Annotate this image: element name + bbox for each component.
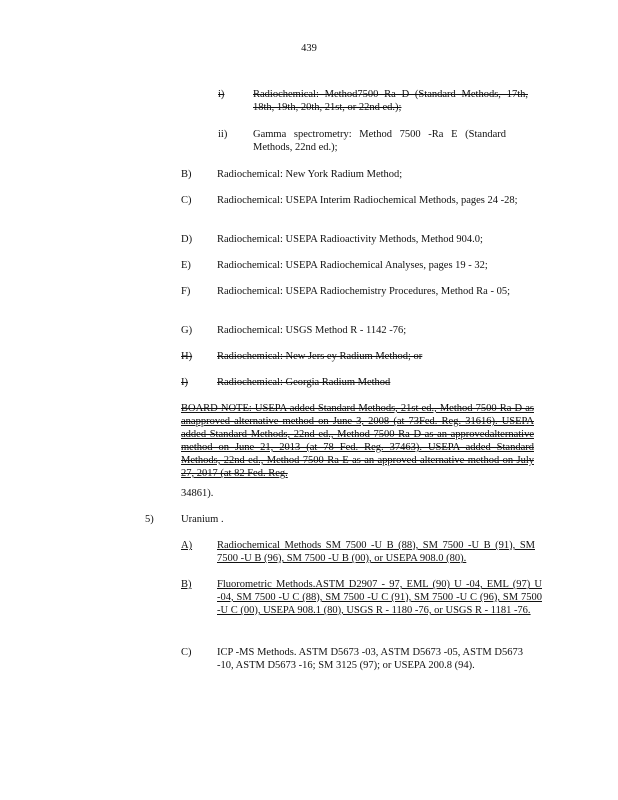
- section-label-5: 5): [145, 514, 154, 525]
- item-label-e: E): [181, 260, 191, 271]
- item-label-f: F): [181, 286, 191, 297]
- item-text-g: Radiochemical: USGS Method R - 1142 -76;: [217, 325, 407, 336]
- uranium-text-a: Radiochemical Methods SM 7500 -U B (88), SM 7500 -U B (91), SM 7500 -U B (96), SM 7500 -U B (00), or USEPA 908.0 (80).: [217, 540, 535, 564]
- item-label-c: C): [181, 195, 192, 206]
- uranium-label-b: B): [181, 579, 192, 590]
- item-label-h: H): [181, 351, 193, 362]
- item-label-d: D): [181, 234, 193, 245]
- item-text-d: Radiochemical: USEPA Radioactivity Methods, Method 904.0;: [217, 234, 483, 245]
- item-text-ii: Gamma spectrometry: Method 7500 -Ra E (Standard Methods, 22nd ed.);: [253, 129, 506, 153]
- page-number: 439: [301, 43, 317, 54]
- uranium-text-c: ICP -MS Methods. ASTM D5673 -03, ASTM D5673 -05, ASTM D5673 -10, ASTM D5673 -16; SM 3125 (97); or USEPA 200.8 (94).: [217, 647, 523, 671]
- uranium-text-b: Fluorometric Methods.ASTM D2907 - 97, EML (90) U -04, EML (97) U -04, SM 7500 -U C (88), SM 7500 -U C (91), SM 7500 -U C (96), SM 7500 -U C (00), USEPA 908.1 (80), USGS R - 1180 -76, or USGS R - 1181 -76.: [217, 579, 542, 616]
- item-text-i: Radiochemical: Method7500 Ra D (Standard Methods, 17th, 18th, 19th, 20th, 21st, or 22nd ed.);: [253, 89, 528, 113]
- item-text-e: Radiochemical: USEPA Radiochemical Analyses, pages 19 - 32;: [217, 260, 488, 271]
- item-label-g: G): [181, 325, 193, 336]
- item-text-b: Radiochemical: New York Radium Method;: [217, 169, 403, 180]
- item-label-ii: ii): [218, 129, 228, 140]
- board-note-tail: 34861).: [181, 488, 214, 499]
- uranium-label-c: C): [181, 647, 192, 658]
- board-note: BOARD NOTE: USEPA added Standard Methods, 21st ed., Method 7500 Ra D as anapproved alternative method on June 3, 2008 (at 73Fed. Reg. 31616). USEPA added Standard Methods, 22nd ed., Method 7500 Ra D as an approvedalternative method on June 21, 2013 (at 78 Fed. Reg. 37463). USEPA added Standard Methods, 22nd ed., Method 7500 Ra E as an approved alternative method on July 27, 2017 (at 82 Fed. Reg.: [181, 403, 534, 479]
- item-label-i: i): [218, 89, 225, 100]
- item-text-i-georgia: Radiochemical: Georgia Radium Method: [217, 377, 391, 388]
- item-text-f: Radiochemical: USEPA Radiochemistry Procedures, Method Ra - 05;: [217, 286, 510, 297]
- item-label-b: B): [181, 169, 192, 180]
- item-text-h: Radiochemical: New Jers ey Radium Method; or: [217, 351, 423, 362]
- uranium-label-a: A): [181, 540, 193, 551]
- section-title-uranium: Uranium .: [181, 514, 224, 525]
- item-text-c: Radiochemical: USEPA Interim Radiochemical Methods, pages 24 -28;: [217, 195, 518, 206]
- item-label-i-georgia: I): [181, 377, 188, 388]
